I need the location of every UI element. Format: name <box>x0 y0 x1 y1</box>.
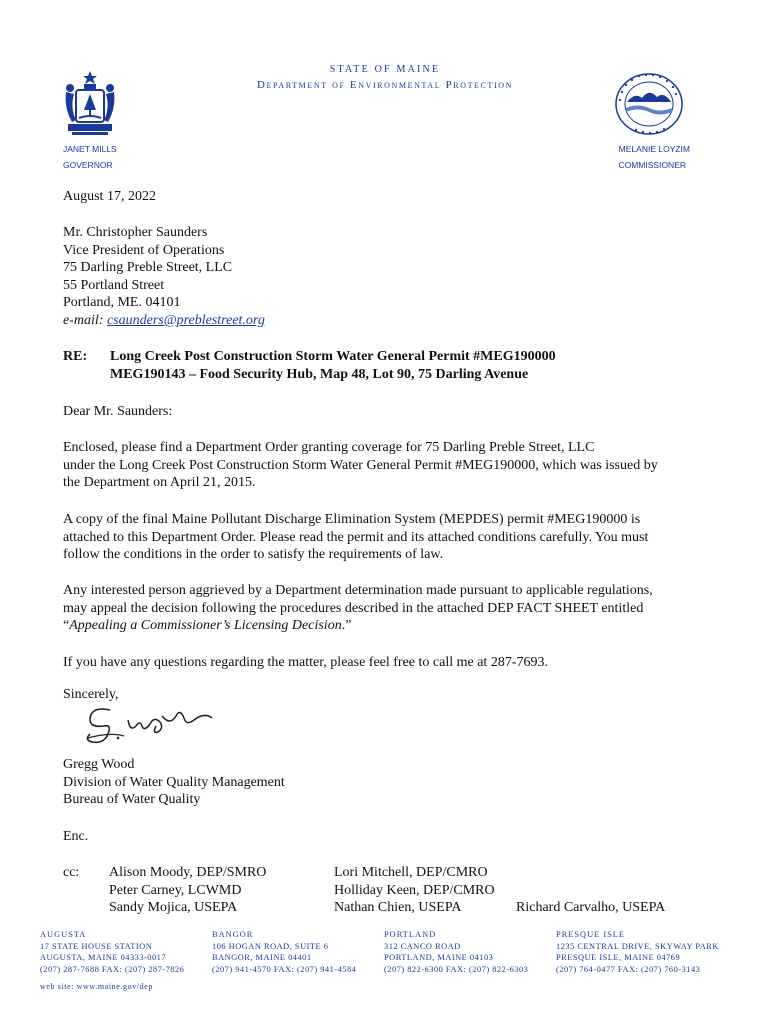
commissioner-name: MELANIE LOYZIM <box>618 144 690 154</box>
paragraph-line: “Appealing a Commissioner’s Licensing Decision.” <box>63 618 352 633</box>
fact-sheet-title: Appealing a Commissioner’s Licensing Decision <box>69 618 342 633</box>
dep-seal-icon <box>610 70 688 138</box>
paragraph-2 <box>63 511 723 564</box>
paragraph-4: If you have any questions regarding the matter, please feel free to call me at 287-7693. <box>63 655 548 670</box>
paragraph-line: Any interested person aggrieved by a Department determination made pursuant to applicable regulations, <box>63 583 653 598</box>
office-phone: (207) 822-6300 FAX: (207) 822-6303 <box>384 964 529 974</box>
cc-recipient: Peter Carney, LCWMD <box>109 882 242 898</box>
office-town: AUGUSTA <box>40 930 87 939</box>
cc-recipient: Sandy Mojica, USEPA <box>109 900 238 915</box>
commissioner-title: COMMISSIONER <box>618 160 686 170</box>
address-line: Portland, ME. 04101 <box>63 295 181 310</box>
office-city: AUGUSTA, MAINE 04333-0017 <box>40 953 167 962</box>
office-city: PRESQUE ISLE, MAINE 04769 <box>556 953 681 962</box>
office-street: 312 CANCO ROAD <box>384 941 461 951</box>
office-phone: (207) 764-0477 FAX: (207) 760-3143 <box>556 964 701 974</box>
cc-column-1 <box>109 864 266 917</box>
address-line: Mr. Christopher Saunders <box>63 225 208 240</box>
office-city: BANGOR, MAINE 04401 <box>212 953 312 962</box>
address-line: 55 Portland Street <box>63 277 165 293</box>
letter-date: August 17, 2022 <box>63 189 156 204</box>
cc-recipient: Alison Moody, DEP/SMRO <box>109 865 267 880</box>
department-heading: Department of Environmental Protection <box>257 79 513 91</box>
email-line: e-mail: csaunders@preblestreet.org <box>63 312 265 328</box>
office-street: 1235 CENTRAL DRIVE, SKYWAY PARK <box>556 941 719 951</box>
address-line: 75 Darling Preble Street, LLC <box>63 260 233 275</box>
footer-office-augusta <box>40 929 184 975</box>
office-town: PORTLAND <box>384 930 437 939</box>
office-town: PRESQUE ISLE <box>556 930 626 939</box>
closing: Sincerely, <box>63 687 119 702</box>
cc-label: cc: <box>63 865 80 880</box>
office-street: 17 STATE HOUSE STATION <box>40 941 153 951</box>
signer-name: Gregg Wood <box>63 757 135 772</box>
cc-column-2 <box>334 864 495 917</box>
governor-title: GOVERNOR <box>63 160 113 170</box>
paragraph-1 <box>63 439 723 492</box>
signer-division: Division of Water Quality Management <box>63 774 285 790</box>
email-label: e-mail <box>63 312 99 328</box>
office-city: PORTLAND, MAINE 04103 <box>384 953 494 962</box>
signature-icon <box>80 696 220 752</box>
re-subject <box>110 348 556 383</box>
paragraph-line: Enclosed, please find a Department Order granting coverage for 75 Darling Preble Street, LLC <box>63 440 595 455</box>
enclosure-note: Enc. <box>63 829 89 844</box>
paragraph-line: attached to this Department Order. Please read the permit and its attached conditions carefully. You must <box>63 529 649 545</box>
email-link[interactable]: csaunders@preblestreet.org <box>106 312 265 328</box>
cc-recipient: Holliday Keen, DEP/CMRO <box>334 882 495 898</box>
cc-recipient: Richard Carvalho, USEPA <box>516 900 666 915</box>
footer-office-bangor <box>212 929 356 975</box>
footer-office-presque-isle <box>556 929 719 975</box>
signer-block <box>63 756 285 809</box>
office-street: 106 HOGAN ROAD, SUITE 6 <box>212 941 329 951</box>
footer-office-portland <box>384 929 528 975</box>
cc-recipient: Lori Mitchell, DEP/CMRO <box>334 865 488 880</box>
office-phone: (207) 287-7688 FAX: (207) 287-7826 <box>40 964 185 974</box>
paragraph-line: under the Long Creek Post Construction Storm Water General Permit #MEG190000, which was issued by <box>63 457 658 473</box>
salutation: Dear Mr. Saunders: <box>63 404 173 419</box>
recipient-address <box>63 224 265 329</box>
paragraph-line: follow the conditions in the order to satisfy the requirements of law. <box>63 547 444 562</box>
paragraph-line: may appeal the decision following the procedures described in the attached DEP FACT SHEET entitled <box>63 600 644 616</box>
cc-recipient: Nathan Chien, USEPA <box>334 900 462 915</box>
re-line-2: MEG190143 – Food Security Hub, Map 48, Lot 90, 75 Darling Avenue <box>110 366 529 382</box>
footer-website[interactable]: web site: www.maine.gov/dep <box>40 982 153 991</box>
re-line-1: Long Creek Post Construction Storm Water General Permit #MEG190000 <box>110 349 556 364</box>
paragraph-line: A copy of the final Maine Pollutant Discharge Elimination System (MEPDES) permit #MEG190000 is <box>63 512 641 527</box>
state-heading: STATE OF MAINE <box>329 64 441 75</box>
maine-coat-of-arms-icon <box>62 70 118 136</box>
address-line: Vice President of Operations <box>63 242 225 258</box>
re-label: RE: <box>63 349 88 364</box>
office-town: BANGOR <box>212 930 254 939</box>
paragraph-line: the Department on April 21, 2015. <box>63 475 256 490</box>
signer-bureau: Bureau of Water Quality <box>63 792 201 807</box>
office-phone: (207) 941-4570 FAX: (207) 941-4584 <box>212 964 357 974</box>
paragraph-3 <box>63 582 743 635</box>
governor-name: JANET MILLS <box>63 144 117 154</box>
